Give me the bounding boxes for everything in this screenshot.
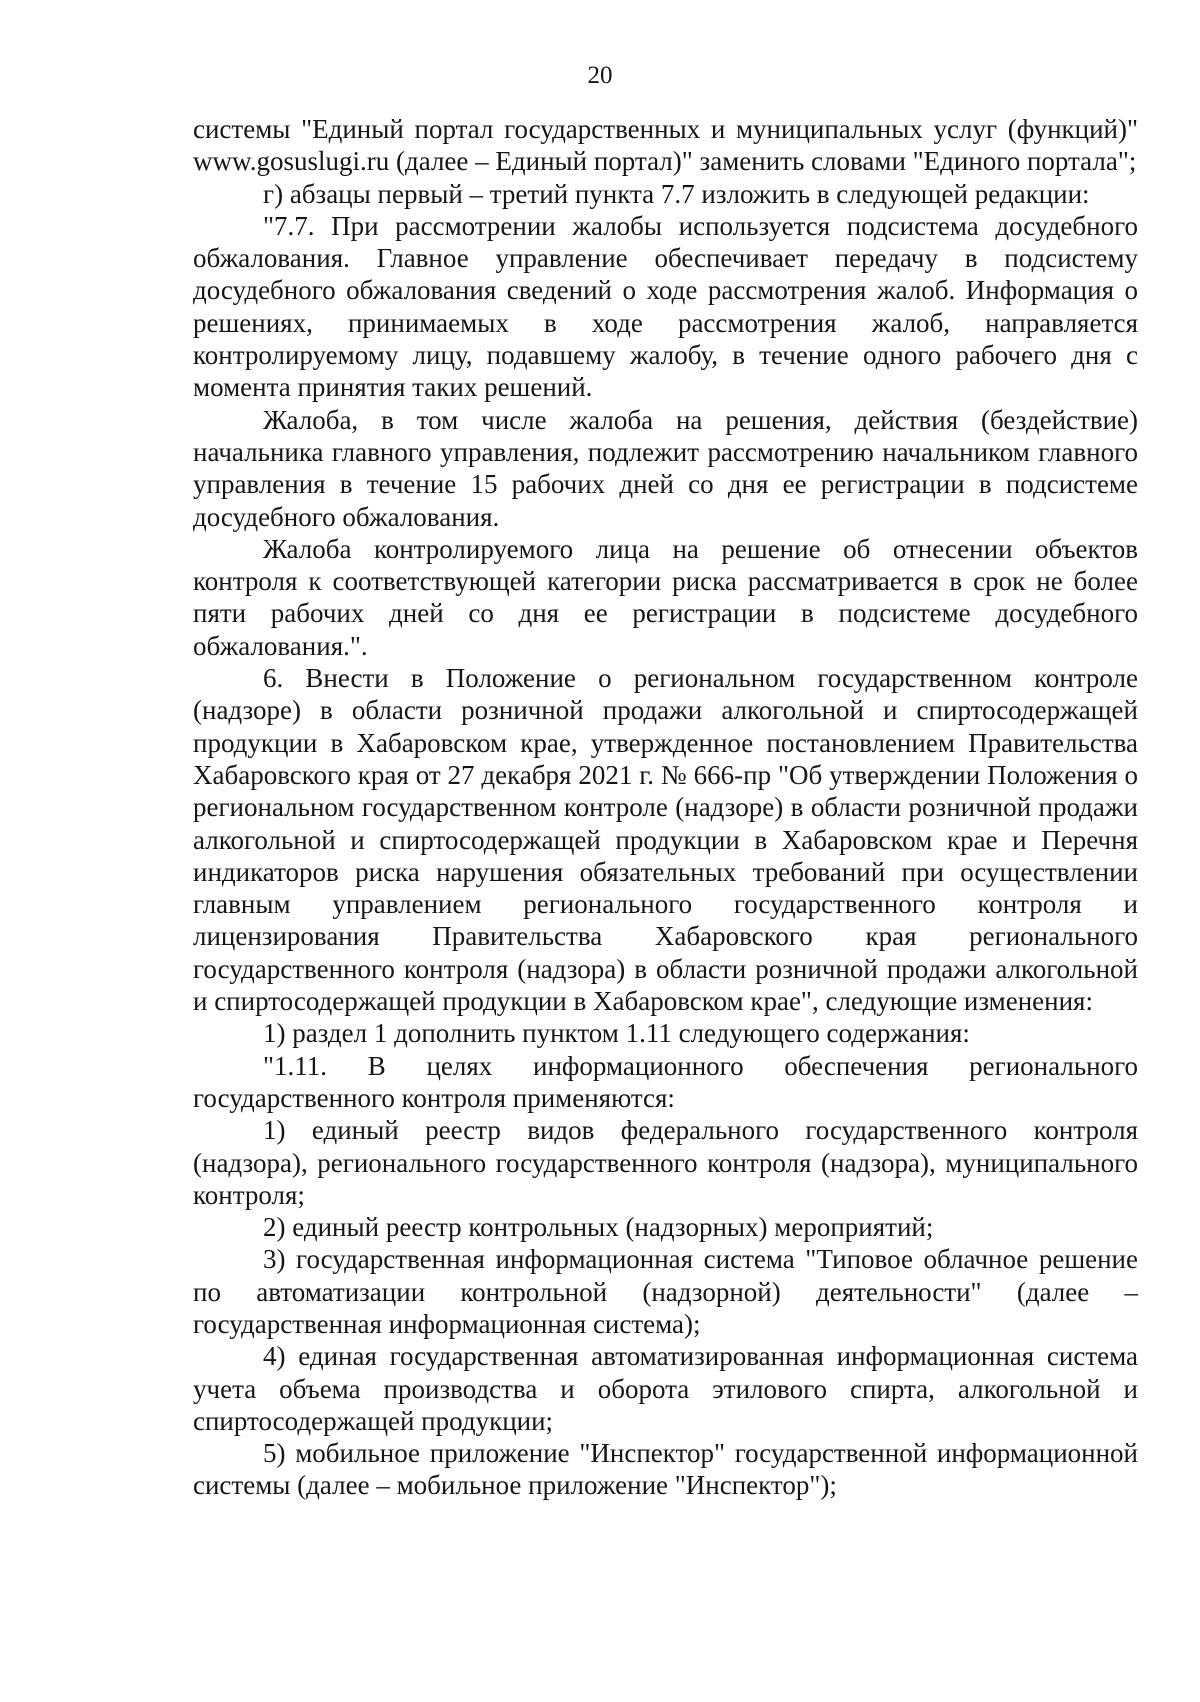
document-body <box>193 113 1138 1502</box>
paragraph: Жалоба, в том числе жалоба на решения, действия (бездействие) начальника главного управления, подлежит рассмотрению начальником главного управления в течение 15 рабочих дней со дня ее регистрации в подсистеме досудебного обжалования. <box>193 404 1138 532</box>
paragraph: 1) единый реестр видов федерального государственного контроля (надзора), регионального государственного контроля (надзора), муниципального контроля; <box>193 1115 1138 1210</box>
paragraph: Жалоба контролируемого лица на решение об отнесении объектов контроля к соответствующей категории риска рассматривается в срок не более пяти рабочих дней со дня ее регистрации в подсистеме досудебного обжалования.". <box>193 533 1138 661</box>
paragraph: 1) раздел 1 дополнить пунктом 1.11 следующего содержания: <box>263 1018 970 1049</box>
paragraph: "1.11. В целях информационного обеспечения регионального государственного контроля применяются: <box>193 1050 1138 1113</box>
paragraph: 6. Внести в Положение о региональном государственном контроле (надзоре) в области розничной продажи алкогольной и спиртосодержащей продукции в Хабаровском крае, утвержденное постановлением Правительства Хабаровского края от 27 декабря 2021 г. № 666-пр "Об утверждении Положения о региональном государственном контроле (надзоре) в области розничной продажи алкогольной и спиртосодержащей продукции в Хабаровском крае и Перечня индикаторов риска нарушения обязательных требований при осуществлении главным управлением регионального государственного контроля и лицензирования Правительства Хабаровского края регионального государственного контроля (надзора) в области розничной продажи алкогольной и спиртосодержащей продукции в Хабаровском крае", следующие изменения: <box>193 663 1138 1017</box>
paragraph: 4) единая государственная автоматизированная информационная система учета объема производства и оборота этилового спирта, алкогольной и спиртосодержащей продукции; <box>193 1341 1138 1436</box>
paragraph: "7.7. При рассмотрении жалобы используется подсистема досудебного обжалования. Главное управление обеспечивает передачу в подсистему досудебного обжалования сведений о ходе рассмотрения жалоб. Информация о решениях, принимаемых в ходе рассмотрения жалоб, направляется контролируемому лицу, подавшему жалобу, в течение одного рабочего дня с момента принятия таких решений. <box>193 210 1138 403</box>
paragraph: 5) мобильное приложение "Инспектор" государственной информационной системы (далее – мобильное приложение "Инспектор"); <box>193 1438 1138 1501</box>
paragraph: 3) государственная информационная система "Типовое облачное решение по автоматизации контрольной (надзорной) деятельности" (далее – государственная информационная система); <box>193 1244 1138 1339</box>
paragraph: системы "Единый портал государственных и муниципальных услуг (функций)" www.gosuslugi.ru (далее – Единый портал)" заменить словами "Единого портала"; <box>193 114 1138 177</box>
paragraph: г) абзацы первый – третий пункта 7.7 изложить в следующей редакции: <box>263 178 1090 209</box>
page-number: 20 <box>587 62 613 89</box>
paragraph: 2) единый реестр контрольных (надзорных) мероприятий; <box>263 1212 934 1243</box>
